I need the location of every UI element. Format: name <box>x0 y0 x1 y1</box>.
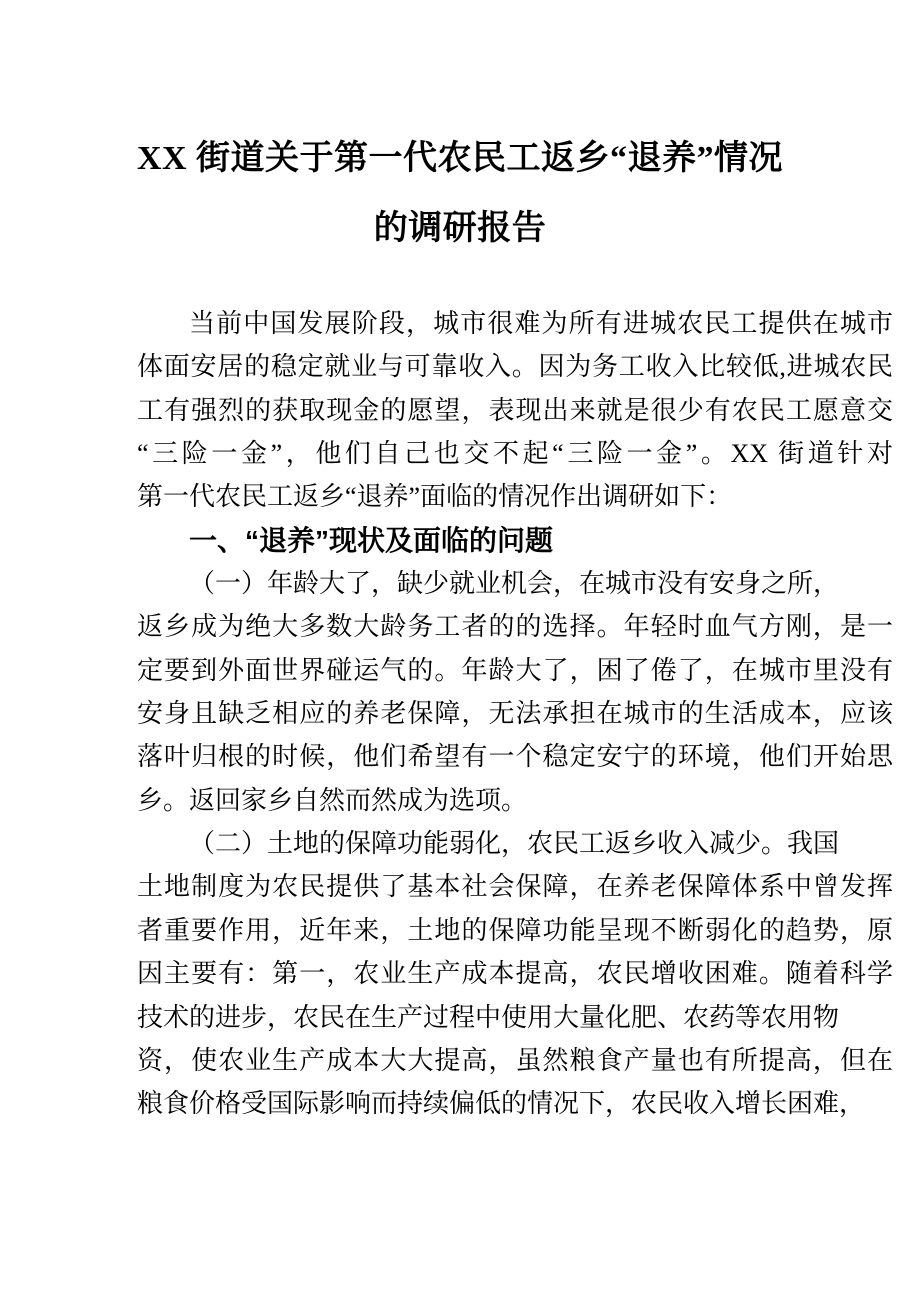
para2-line-1: （一）年龄大了，缺少就业机会，在城市没有安身之所， <box>189 569 840 599</box>
para1-line-5: 第一代农民工返乡“退养”面临的情况作出调研如下： <box>137 482 733 512</box>
para3-line-7: 粮食价格受国际影响而持续偏低的情况下，农民收入增长困难， <box>137 1089 866 1119</box>
para3-line-4: 因主要有：第一，农业生产成本提高，农民增收困难。随着科学 <box>137 959 893 989</box>
para2-line-4: 安身且缺乏相应的养老保障，无法承担在城市的生活成本，应该 <box>137 699 893 729</box>
para1-line-4: “三险一金”，他们自己也交不起“三险一金”。XX 街道针对 <box>137 439 893 469</box>
section-heading-1: 一、“退养”现状及面临的问题 <box>189 524 554 556</box>
para2-line-2: 返乡成为绝大多数大龄务工者的的选择。年轻时血气方刚，是一 <box>137 612 893 642</box>
para1-line-3: 工有强烈的获取现金的愿望，表现出来就是很少有农民工愿意交 <box>137 395 893 425</box>
para3-line-1: （二）土地的保障功能弱化，农民工返乡收入减少。我国 <box>189 829 840 859</box>
para1-line-1: 当前中国发展阶段，城市很难为所有进城农民工提供在城市 <box>189 309 893 338</box>
para3-line-6: 资，使农业生产成本大大提高，虽然粮食产量也有所提高，但在 <box>137 1045 893 1075</box>
para1-line-2: 体面安居的稳定就业与可靠收入。因为务工收入比较低,进城农民 <box>137 352 893 382</box>
document-body <box>137 302 893 1126</box>
title-line-1: XX 街道关于第一代农民工返乡“退养”情况 <box>136 140 784 177</box>
document-title <box>0 124 920 264</box>
para3-line-2: 土地制度为农民提供了基本社会保障，在养老保障体系中曾发挥 <box>137 872 893 902</box>
para2-line-6: 乡。返回家乡自然而然成为选项。 <box>137 785 528 815</box>
para2-line-3: 定要到外面世界碰运气的。年龄大了，困了倦了，在城市里没有 <box>137 655 893 685</box>
para2-line-5: 落叶归根的时候，他们希望有一个稳定安宁的环境，他们开始思 <box>137 742 893 772</box>
para3-line-5: 技术的进步，农民在生产过程中使用大量化肥、农药等农用物 <box>137 1002 840 1032</box>
para3-line-3: 者重要作用，近年来，土地的保障功能呈现不断弱化的趋势，原 <box>137 915 893 945</box>
title-line-2: 的调研报告 <box>373 210 547 247</box>
